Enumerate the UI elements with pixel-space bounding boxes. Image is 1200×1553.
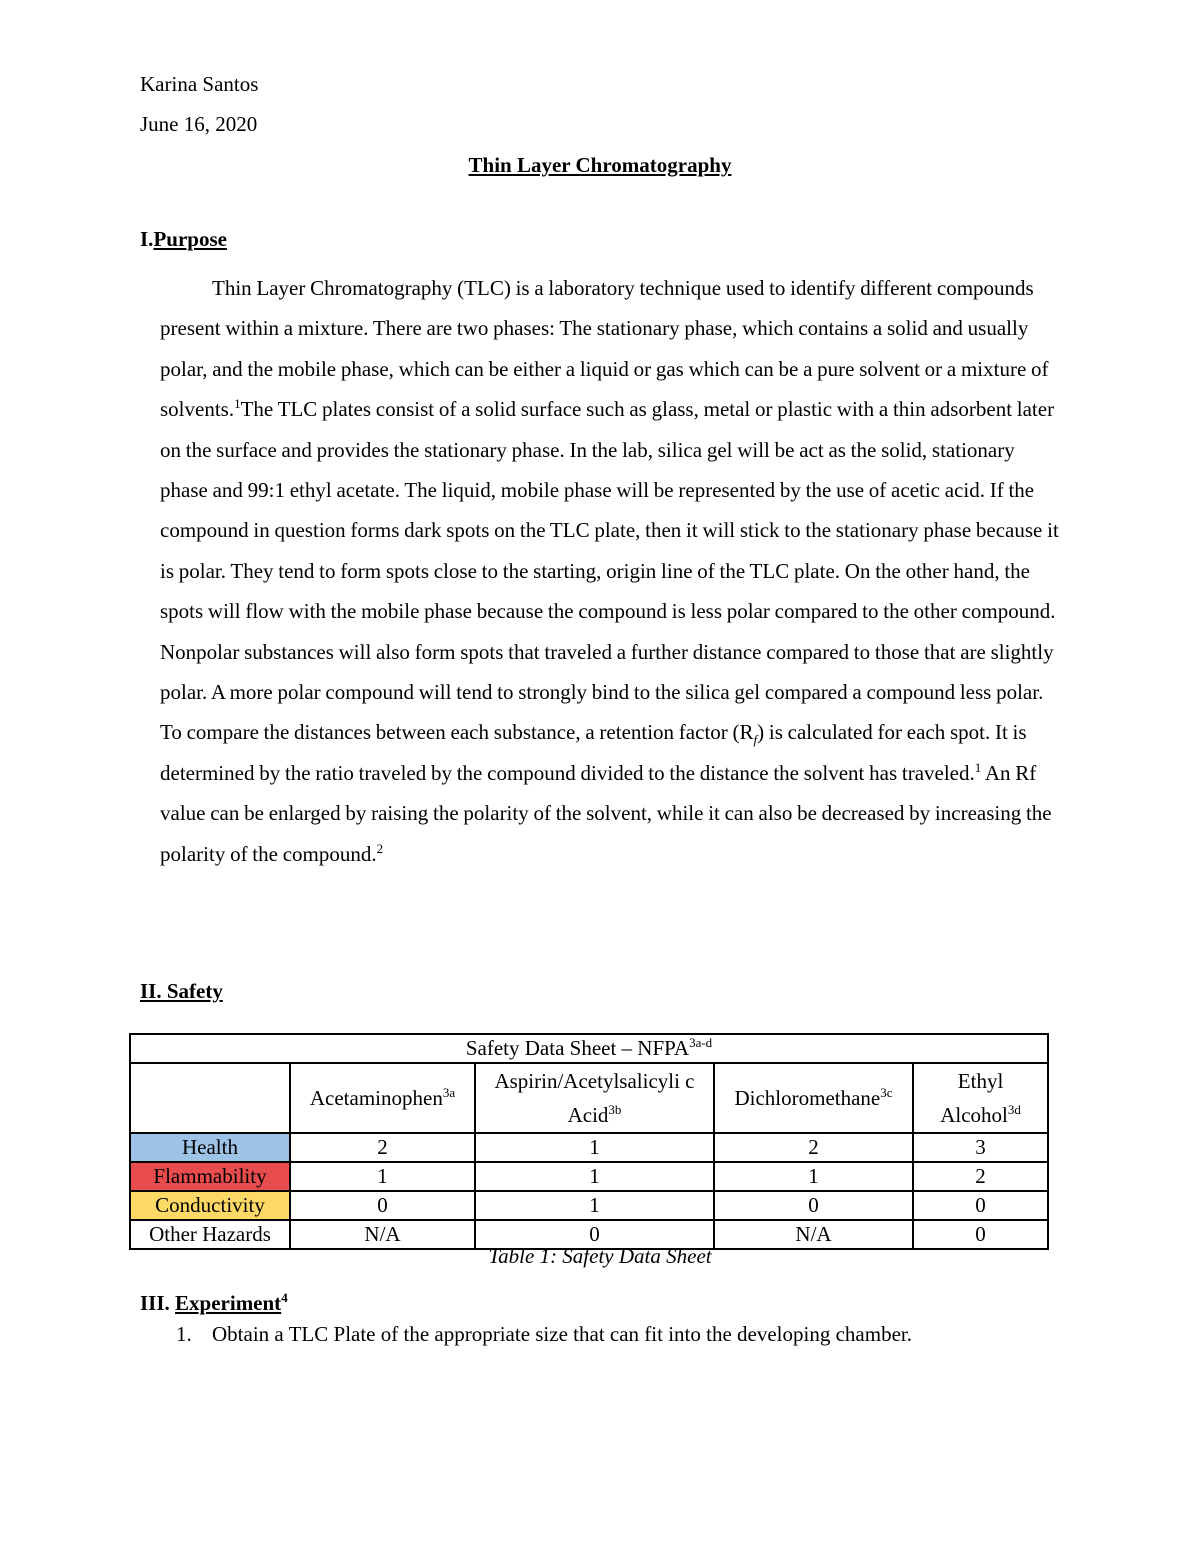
paragraph-text: Thin Layer Chromatography (TLC) is a laboratory technique used to identify different compounds present within a mixture. There are two phases: The stationary phase, which contains a solid and usually polar, and the mobile phase, which can be either a liquid or gas which can be a pure solvent or a mixture of solvents. (160, 276, 1049, 422)
section-title: Experiment (175, 1291, 282, 1315)
table-cell: 0 (475, 1220, 714, 1249)
table-cell: 1 (475, 1162, 714, 1191)
section-title: II. Safety (140, 979, 223, 1003)
citation: 4 (281, 1290, 288, 1305)
table-cell: N/A (714, 1220, 913, 1249)
table-cell: 2 (290, 1133, 475, 1162)
author-name: Karina Santos (140, 72, 259, 96)
section-numeral: III. (140, 1291, 170, 1315)
table-row (130, 1133, 1048, 1162)
step-number: 1. (176, 1322, 192, 1346)
table-cell: 1 (475, 1191, 714, 1220)
section-heading-purpose (140, 227, 227, 252)
section-heading-safety (140, 979, 223, 1004)
column-header: Acetaminophen$^{3a}$ (290, 1063, 475, 1133)
document-title: Thin Layer Chromatography (468, 153, 732, 177)
table-cell: 0 (913, 1220, 1048, 1249)
table-cell: 3 (913, 1133, 1048, 1162)
table-cell: 0 (913, 1191, 1048, 1220)
table-title: Safety Data Sheet – $NFPA^{3a-d}$ (130, 1034, 1048, 1063)
citation: 2 (376, 840, 384, 856)
citation: 1 (234, 396, 241, 412)
purpose-paragraph (160, 268, 1060, 874)
section-heading-experiment (140, 1291, 288, 1316)
row-label-health: Health (130, 1133, 290, 1162)
column-header: Dichloromethane$^{3c}$ (714, 1063, 913, 1133)
table-cell: 0 (714, 1191, 913, 1220)
list-item (176, 1322, 912, 1347)
section-numeral: I. (140, 227, 154, 251)
paragraph-text: ) is calculated for each spot. It is determined by the ratio traveled by the compound divided to the distance the solvent has traveled. (160, 720, 1027, 785)
table-row (130, 1191, 1048, 1220)
table-cell: N/A (290, 1220, 475, 1249)
table-cell: 1 (714, 1162, 913, 1191)
table-cell: 2 (913, 1162, 1048, 1191)
row-label-flammability: Flammability (130, 1162, 290, 1191)
table-cell: 1 (290, 1162, 475, 1191)
table-row (130, 1162, 1048, 1191)
step-text: Obtain a TLC Plate of the appropriate size that can fit into the developing chamber. (212, 1322, 912, 1346)
document-date: June 16, 2020 (140, 112, 258, 136)
row-label-other-hazards: Other Hazards (130, 1220, 290, 1249)
safety-data-table (129, 1033, 1049, 1250)
paragraph-text: The TLC plates consist of a solid surface such as glass, metal or plastic with a thin adsorbent later on the surface and provides the stationary phase. In the lab, silica gel will be act as the solid, stationary phase and 99:1 ethyl acetate. The liquid, mobile phase will be represented by the use of acetic acid. If the compound in question forms dark spots on the TLC plate, then it will stick to the stationary phase because it is polar. They tend to form spots close to the starting, origin line of the TLC plate. On the other hand, the spots will flow with the mobile phase because the compound is less polar compared to the other compound. Nonpolar substances will also form spots that traveled a further distance compared to those that are slightly polar. A more polar compound will tend to strongly bind to the silica gel compared a compound less polar. To compare the distances between each substance, a retention factor ( (160, 397, 1059, 745)
rf-symbol: $R_f$ (739, 720, 758, 748)
citation: 1 (974, 759, 982, 775)
section-title: Purpose (153, 227, 227, 251)
column-header: Aspirin/Acetylsalicyli c Acid$^{3b}$ (475, 1063, 714, 1133)
column-header: Ethyl Alcohol$^{3d}$ (913, 1063, 1048, 1133)
table-cell: 1 (475, 1133, 714, 1162)
table-caption: Table 1: Safety Data Sheet (488, 1244, 712, 1268)
paragraph-text: An Rf value can be enlarged by raising the polarity of the solvent, while it can also be decreased by increasing the polarity of the compound. (160, 760, 1052, 866)
table-cell: 0 (290, 1191, 475, 1220)
table-cell: 2 (714, 1133, 913, 1162)
table-corner-cell (130, 1063, 290, 1133)
row-label-conductivity: Conductivity (130, 1191, 290, 1220)
